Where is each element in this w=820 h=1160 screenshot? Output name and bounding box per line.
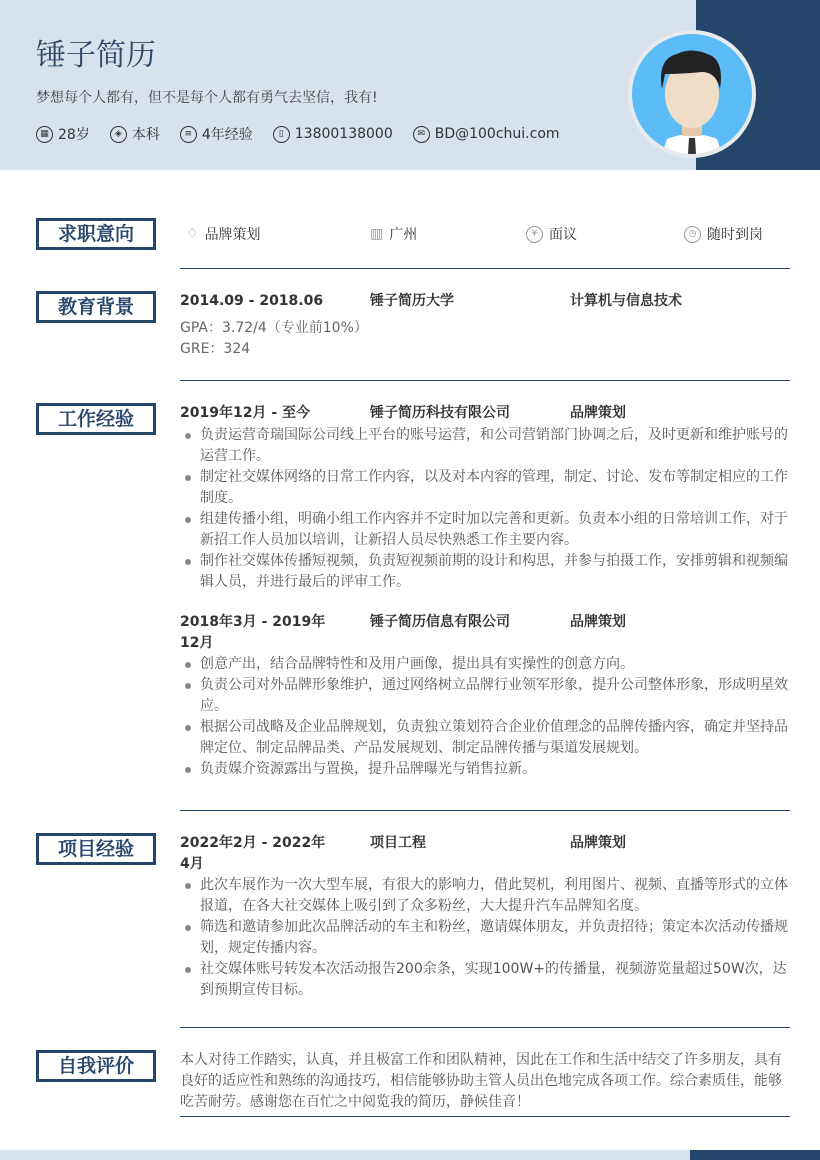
mail-icon: ✉ xyxy=(413,126,430,143)
job-bullet: 组建传播小组，明确小组工作内容并不定时加以完善和更新。负责本小组的日常培训工作，对于新招工作人员加以培训，让新招人员尽快熟悉工作主要内容。 xyxy=(180,509,790,551)
divider xyxy=(180,268,790,269)
email: BD@100chui.com xyxy=(434,126,560,142)
graduation-cap-icon: ◈ xyxy=(110,126,127,143)
section-title-intent: 求职意向 xyxy=(36,218,156,250)
job-bullet: 根据公司战略及企业品牌规划，负责独立策划符合企业价值理念的品牌传播内容，确定并坚持品牌定位、制定品牌品类、产品发展规划、制定品牌传播与渠道发展规划。 xyxy=(180,717,790,759)
job-company: 锤子简历信息有限公司 xyxy=(370,614,510,630)
experience-years: 4年经验 xyxy=(201,127,253,143)
building-icon: ▥ xyxy=(370,226,384,242)
job-bullet: 负责公司对外品牌形象维护，通过网络树立品牌行业领军形象，提升公司整体形象，形成明星效应。 xyxy=(180,675,790,717)
project-entry xyxy=(180,833,790,1001)
job-date: 2018年3月 - 2019年12月 xyxy=(180,614,326,651)
intent-city: 广州 xyxy=(389,227,418,243)
phone: 13800138000 xyxy=(294,126,393,142)
calendar-icon: ▦ xyxy=(36,126,53,143)
divider xyxy=(180,1116,790,1117)
personal-info xyxy=(36,124,560,144)
job-date: 2019年12月 - 至今 xyxy=(180,405,311,421)
education-entry xyxy=(180,291,790,360)
edu-gre: GRE：324 xyxy=(180,341,251,357)
edu-major: 计算机与信息技术 xyxy=(570,293,682,309)
intent-salary: 面议 xyxy=(549,227,577,243)
project-role: 品牌策划 xyxy=(570,835,626,851)
tie-icon: ♢ xyxy=(186,226,199,242)
intent-availability: 随时到岗 xyxy=(707,227,763,243)
divider xyxy=(180,380,790,381)
project-bullet: 筛选和邀请参加此次品牌活动的车主和粉丝，邀请媒体朋友，并负责招待；策定本次活动传播规划，规定传播内容。 xyxy=(180,917,790,959)
motto: 梦想每个人都有，但不是每个人都有勇气去坚信，我有! xyxy=(36,90,378,106)
footer-accent xyxy=(690,1150,820,1160)
job-company: 锤子简历科技有限公司 xyxy=(370,405,510,421)
divider xyxy=(180,1027,790,1028)
project-name: 项目工程 xyxy=(370,835,426,851)
intent-position: 品牌策划 xyxy=(204,227,261,243)
document-icon: ≡ xyxy=(180,126,197,143)
project-date: 2022年2月 - 2022年4月 xyxy=(180,835,326,872)
job-bullet: 负责运营奇瑞国际公司线上平台的账号运营，和公司营销部门协调之后，及时更新和维护账号的运营工作。 xyxy=(180,425,790,467)
job-bullet: 创意产出，结合品牌特性和及用户画像，提出具有实操性的创意方向。 xyxy=(180,654,790,675)
edu-gpa: GPA：3.72/4（专业前10%） xyxy=(180,320,368,336)
phone-icon: ▯ xyxy=(273,126,290,143)
job-role: 品牌策划 xyxy=(570,405,626,421)
section-title-education: 教育背景 xyxy=(36,291,156,323)
resume-name: 锤子简历 xyxy=(36,38,156,73)
work-entry xyxy=(180,403,790,780)
yen-icon: ¥ xyxy=(526,226,543,243)
job-bullet: 负责媒介资源露出与置换，提升品牌曝光与销售拉新。 xyxy=(180,759,790,780)
degree: 本科 xyxy=(131,127,160,143)
divider xyxy=(180,810,790,811)
job-role: 品牌策划 xyxy=(570,614,626,630)
edu-school: 锤子简历大学 xyxy=(370,293,454,309)
edu-date: 2014.09 - 2018.06 xyxy=(180,293,324,309)
job-bullet: 制定社交媒体网络的日常工作内容，以及对本内容的管理，制定、讨论、发布等制定相应的工作制度。 xyxy=(180,467,790,509)
avatar xyxy=(628,30,756,158)
clock-icon: ◷ xyxy=(684,226,701,243)
project-bullet: 社交媒体账号转发本次活动报告200余条，实现100W+的传播量，视频游览量超过50W次，达到预期宣传目标。 xyxy=(180,959,790,1001)
self-evaluation: 本人对待工作踏实，认真，并且极富工作和团队精神，因此在工作和生活中结交了许多朋友，具有良好的适应性和熟练的沟通技巧，相信能够协助主管人员出色地完成各项工作。综合素质佳，能够吃苦耐劳。感谢您在百忙之中阅览我的简历，静候佳音！ xyxy=(180,1052,782,1110)
section-title-work: 工作经验 xyxy=(36,403,156,435)
section-title-project: 项目经验 xyxy=(36,833,156,865)
project-bullet: 此次车展作为一次大型车展，有很大的影响力，借此契机，利用图片、视频、直播等形式的立体报道，在各大社交媒体上吸引到了众多粉丝，大大提升汽车品牌知名度。 xyxy=(180,875,790,917)
section-title-self: 自我评价 xyxy=(36,1050,156,1082)
age: 28岁 xyxy=(58,127,90,143)
job-bullet: 制作社交媒体传播短视频，负责短视频前期的设计和构思，并参与拍摄工作，安排剪辑和视频编辑人员，并进行最后的评审工作。 xyxy=(180,551,790,593)
